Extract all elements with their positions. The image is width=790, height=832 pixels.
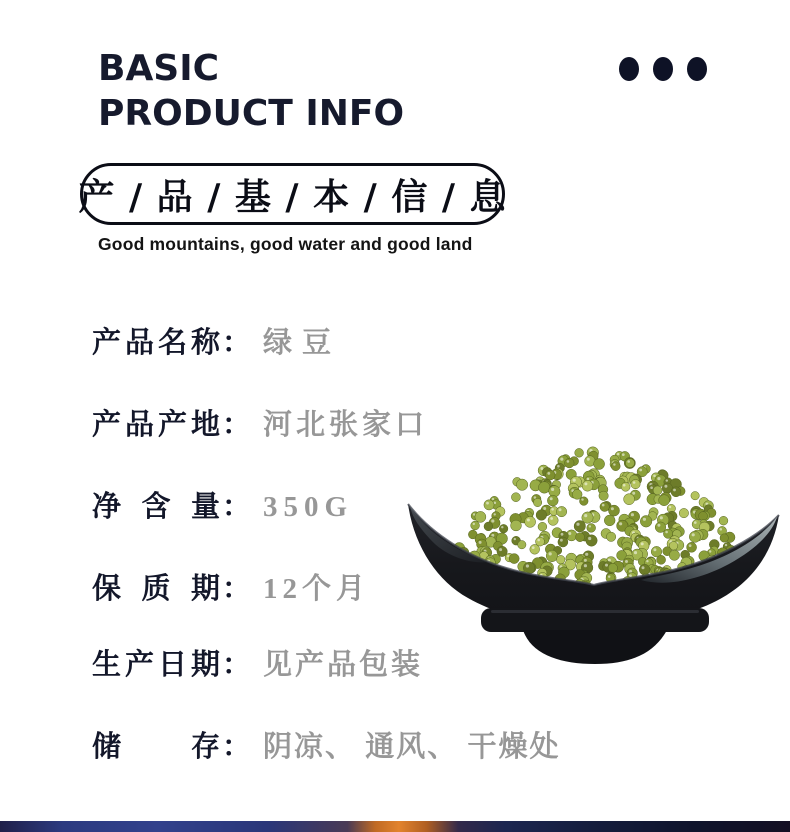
section-banner-text: 产 / 品 / 基 / 本 / 信 / 息 (78, 176, 507, 218)
attribute-value: 12个月 (263, 573, 371, 605)
dot-icon (653, 57, 673, 81)
attribute-label: 储存 (92, 731, 220, 763)
attribute-label: 保质期 (92, 573, 220, 605)
section-subtitle: Good mountains, good water and good land (98, 234, 473, 254)
attribute-colon: ： (222, 491, 252, 523)
attribute-value: 阴凉、 通风、 干燥处 (263, 731, 561, 763)
page-title-line1: BASIC (98, 48, 220, 89)
attribute-label: 净含量 (92, 491, 220, 523)
attribute-colon: ： (222, 573, 252, 605)
attribute-colon: ： (222, 409, 252, 441)
attribute-row-name (92, 328, 341, 358)
product-photo-mung-beans-bowl (393, 440, 790, 670)
attribute-row-net-weight (92, 492, 353, 522)
three-dots-icon (619, 57, 707, 81)
page-title (98, 46, 404, 136)
attribute-row-shelf-life (92, 574, 370, 604)
bowl-base (523, 630, 667, 664)
dot-icon (619, 57, 639, 81)
bottom-banner-strip (0, 821, 790, 832)
attribute-value: 河北张家口 (263, 409, 429, 441)
attribute-colon: ： (222, 327, 252, 359)
page-title-line2: PRODUCT INFO (98, 93, 405, 134)
attribute-value: 见产品包装 (263, 649, 424, 681)
attribute-label: 产品名称 (92, 327, 220, 359)
bowl-foot-ring-highlight (491, 610, 699, 613)
attribute-value: 绿豆 (263, 327, 342, 359)
dot-icon (687, 57, 707, 81)
attribute-row-production-date (92, 650, 423, 680)
attribute-value: 350G (263, 491, 354, 523)
attribute-row-storage (92, 732, 561, 762)
attribute-label: 产品产地 (92, 409, 220, 441)
attribute-colon: ： (222, 649, 252, 681)
attribute-row-origin (92, 410, 428, 440)
attribute-label: 生产日期 (92, 649, 220, 681)
section-banner (80, 163, 505, 225)
attribute-colon: ： (222, 731, 252, 763)
